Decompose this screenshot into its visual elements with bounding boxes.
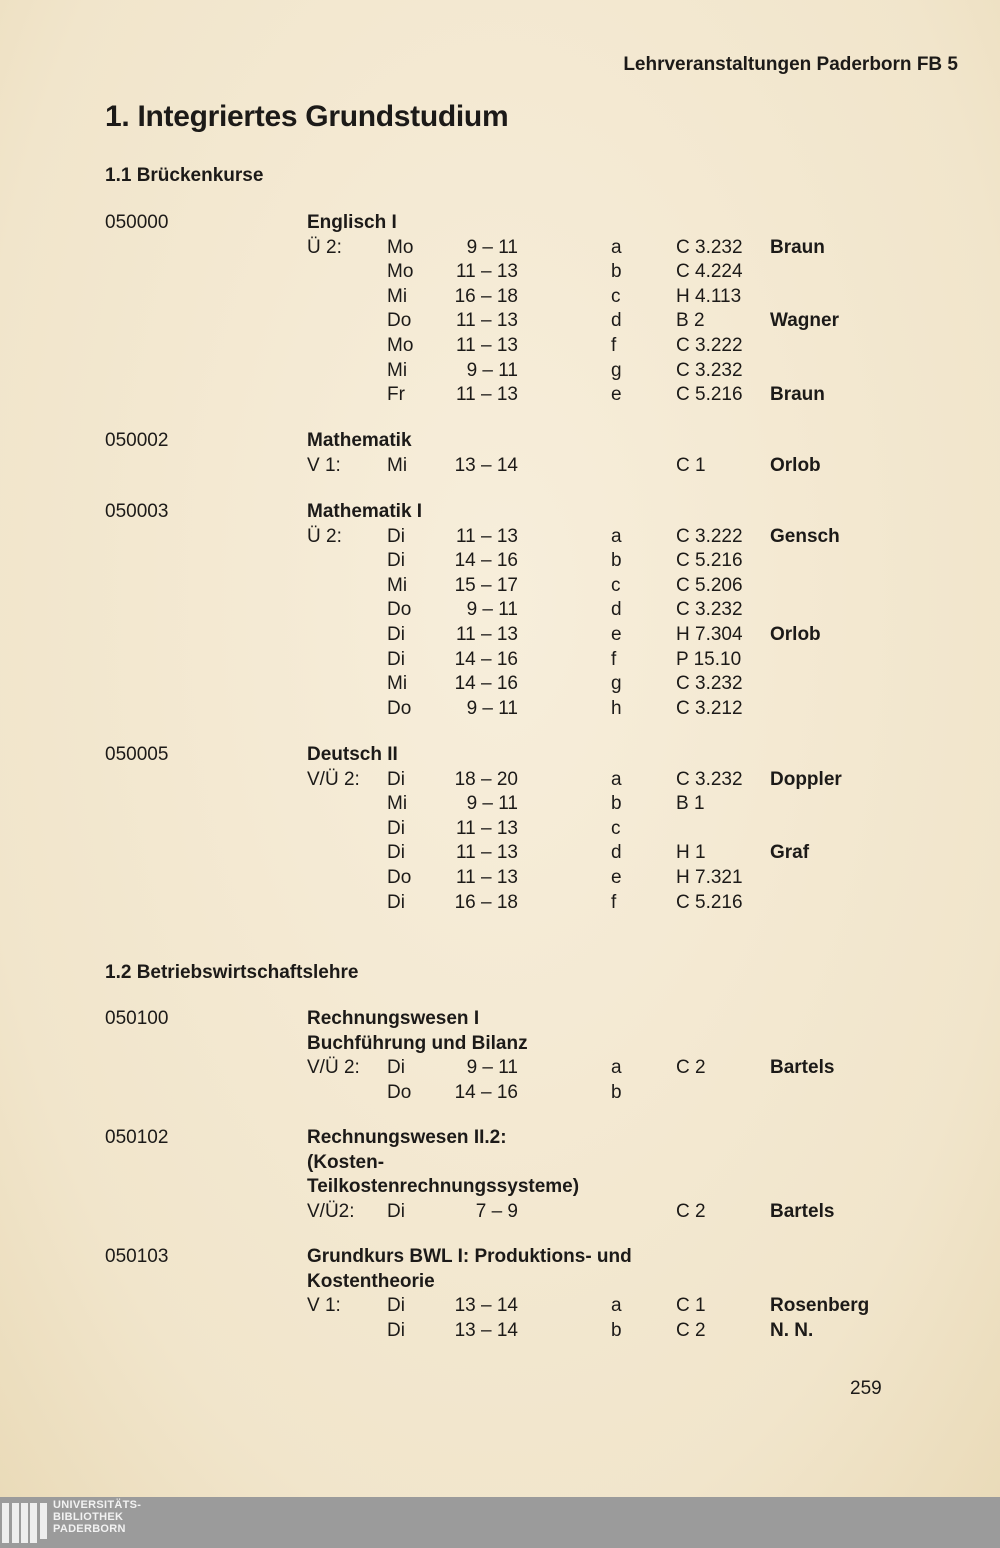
group: b xyxy=(611,261,622,283)
time-slot: 13 – 14 xyxy=(454,1319,518,1341)
course-title: Rechnungswesen II.2: xyxy=(307,1127,507,1148)
weekday: Di xyxy=(387,1319,405,1341)
lecturer: Gensch xyxy=(770,525,840,547)
schedule-row xyxy=(0,891,1000,916)
schedule-row xyxy=(0,866,1000,891)
course-number: 050000 xyxy=(105,212,169,233)
course-type: V/Ü2: xyxy=(307,1200,355,1222)
course-type: V 1: xyxy=(307,454,341,476)
course-title: Kostentheorie xyxy=(307,1270,435,1292)
course-title: Deutsch II xyxy=(307,744,398,765)
weekday: Do xyxy=(387,1081,412,1103)
logo-line: BIBLIOTHEK xyxy=(53,1511,124,1523)
group: b xyxy=(611,550,622,572)
time-slot: 14 – 16 xyxy=(454,673,518,695)
time-slot: 13 – 14 xyxy=(454,454,518,476)
lecturer: Bartels xyxy=(770,1200,835,1222)
room: C 3.212 xyxy=(676,697,743,719)
schedule-row xyxy=(0,1319,1000,1344)
group: c xyxy=(611,574,621,596)
time-slot: 11 – 13 xyxy=(456,525,518,547)
lecturer: Doppler xyxy=(770,768,842,790)
time-slot: 9 – 11 xyxy=(466,236,518,258)
room: H 4.113 xyxy=(676,285,742,307)
time-slot: 11 – 13 xyxy=(456,261,518,283)
course-entry xyxy=(0,500,1000,721)
weekday: Di xyxy=(387,525,405,547)
group: f xyxy=(611,891,617,913)
group: h xyxy=(611,697,622,719)
schedule-row xyxy=(0,309,1000,334)
schedule-row xyxy=(0,598,1000,623)
time-slot: 11 – 13 xyxy=(456,866,518,888)
room: C 2 xyxy=(676,1200,706,1222)
time-slot: 11 – 13 xyxy=(456,384,518,406)
schedule-row xyxy=(0,260,1000,285)
weekday: Do xyxy=(387,866,412,888)
weekday: Di xyxy=(387,817,405,839)
room: C 3.232 xyxy=(676,599,743,621)
room: C 4.224 xyxy=(676,261,743,283)
weekday: Do xyxy=(387,599,412,621)
schedule-row xyxy=(0,1294,1000,1319)
course-type: V 1: xyxy=(307,1295,341,1317)
course-title-line xyxy=(0,1007,1000,1032)
schedule-row xyxy=(0,383,1000,408)
lecturer: Braun xyxy=(770,384,825,406)
time-slot: 14 – 16 xyxy=(454,648,518,670)
weekday: Fr xyxy=(387,384,405,406)
course-title-line xyxy=(0,1175,1000,1200)
group: a xyxy=(611,768,622,790)
group: c xyxy=(611,817,621,839)
room: C 5.216 xyxy=(676,384,743,406)
lecturer: Braun xyxy=(770,236,825,258)
schedule-row xyxy=(0,549,1000,574)
course-number: 050102 xyxy=(105,1127,169,1148)
lecturer: Rosenberg xyxy=(770,1295,870,1317)
room: C 3.232 xyxy=(676,236,743,258)
weekday: Mo xyxy=(387,236,414,258)
group: e xyxy=(611,866,622,888)
course-entry xyxy=(0,743,1000,915)
weekday: Mi xyxy=(387,793,408,815)
schedule-row xyxy=(0,1056,1000,1081)
course-title: Englisch I xyxy=(307,212,397,233)
weekday: Di xyxy=(387,768,405,790)
weekday: Mi xyxy=(387,673,408,695)
chapter-title: 1. Integriertes Grundstudium xyxy=(105,100,509,133)
course-number: 050103 xyxy=(105,1246,169,1267)
group: a xyxy=(611,1057,622,1079)
lecturer: Orlob xyxy=(770,454,821,476)
weekday: Do xyxy=(387,697,412,719)
schedule-row xyxy=(0,792,1000,817)
group: e xyxy=(611,384,622,406)
course-type: V/Ü 2: xyxy=(307,768,360,790)
time-slot: 14 – 16 xyxy=(454,550,518,572)
course-title: Buchführung und Bilanz xyxy=(307,1032,528,1054)
course-title-line xyxy=(0,1270,1000,1295)
group: b xyxy=(611,1319,622,1341)
time-slot: 11 – 13 xyxy=(456,334,518,356)
weekday: Mo xyxy=(387,261,414,283)
footer-bar xyxy=(0,1497,1000,1548)
library-logo-text xyxy=(53,1499,141,1535)
room: P 15.10 xyxy=(676,648,742,670)
group: d xyxy=(611,842,622,864)
time-slot: 9 – 11 xyxy=(466,697,518,719)
course-type: Ü 2: xyxy=(307,236,342,258)
weekday: Di xyxy=(387,1057,405,1079)
page-number: 259 xyxy=(850,1378,882,1399)
group: a xyxy=(611,236,622,258)
weekday: Do xyxy=(387,310,412,332)
lecturer: Graf xyxy=(770,842,810,864)
time-slot: 16 – 18 xyxy=(454,891,518,913)
running-head: Lehrveranstaltungen Paderborn FB 5 xyxy=(623,54,958,75)
schedule-row xyxy=(0,359,1000,384)
group: a xyxy=(611,525,622,547)
course-title: (Kosten- xyxy=(307,1151,385,1173)
group: a xyxy=(611,1295,622,1317)
weekday: Mi xyxy=(387,285,408,307)
group: b xyxy=(611,1081,622,1103)
time-slot: 18 – 20 xyxy=(454,768,518,790)
schedule-row xyxy=(0,285,1000,310)
time-slot: 7 – 9 xyxy=(475,1200,518,1222)
course-title-line xyxy=(0,743,1000,768)
group: c xyxy=(611,285,621,307)
schedule-row xyxy=(0,525,1000,550)
course-title-line xyxy=(0,211,1000,236)
room: C 2 xyxy=(676,1057,706,1079)
time-slot: 11 – 13 xyxy=(456,623,518,645)
room: C 5.216 xyxy=(676,891,743,913)
schedule-row xyxy=(0,334,1000,359)
room: B 1 xyxy=(676,793,705,815)
room: C 5.216 xyxy=(676,550,743,572)
room: C 2 xyxy=(676,1319,706,1341)
weekday: Di xyxy=(387,842,405,864)
time-slot: 11 – 13 xyxy=(456,817,518,839)
course-title: Mathematik I xyxy=(307,501,423,522)
course-type: Ü 2: xyxy=(307,525,342,547)
weekday: Mo xyxy=(387,334,414,356)
schedule-row xyxy=(0,648,1000,673)
group: g xyxy=(611,359,622,381)
logo-line: PADERBORN xyxy=(53,1523,126,1535)
course-title-line xyxy=(0,429,1000,454)
section-heading-brueckenkurse: 1.1 Brückenkurse xyxy=(105,165,264,186)
schedule-row xyxy=(0,1081,1000,1106)
room: H 7.304 xyxy=(676,623,743,645)
course-entry xyxy=(0,211,1000,408)
schedule-row xyxy=(0,454,1000,479)
group: b xyxy=(611,793,622,815)
lecturer: Orlob xyxy=(770,623,821,645)
time-slot: 13 – 14 xyxy=(454,1295,518,1317)
course-title: Rechnungswesen I xyxy=(307,1008,480,1029)
schedule-row xyxy=(0,623,1000,648)
course-title-line xyxy=(0,500,1000,525)
logo-line: UNIVERSITÄTS- xyxy=(53,1499,142,1511)
weekday: Mi xyxy=(387,359,408,381)
weekday: Di xyxy=(387,1200,405,1222)
weekday: Di xyxy=(387,1295,405,1317)
group: e xyxy=(611,623,622,645)
schedule-row xyxy=(0,817,1000,842)
section-heading-bwl: 1.2 Betriebswirtschaftslehre xyxy=(105,962,359,983)
course-entry xyxy=(0,1245,1000,1343)
course-title-line xyxy=(0,1126,1000,1151)
course-title: Teilkostenrechnungssysteme) xyxy=(307,1176,580,1198)
lecturer: Wagner xyxy=(770,310,839,332)
course-title-line xyxy=(0,1245,1000,1270)
lecturer: N. N. xyxy=(770,1319,814,1341)
time-slot: 9 – 11 xyxy=(466,793,518,815)
course-number: 050005 xyxy=(105,744,169,765)
time-slot: 11 – 13 xyxy=(456,310,518,332)
schedule-row xyxy=(0,1200,1000,1225)
schedule-row xyxy=(0,697,1000,722)
room: C 1 xyxy=(676,1295,706,1317)
room: C 3.232 xyxy=(676,359,743,381)
course-title-line xyxy=(0,1032,1000,1057)
time-slot: 11 – 13 xyxy=(456,842,518,864)
room: C 3.222 xyxy=(676,525,743,547)
room: C 3.222 xyxy=(676,334,743,356)
room: C 5.206 xyxy=(676,574,743,596)
schedule-row xyxy=(0,672,1000,697)
weekday: Mi xyxy=(387,574,408,596)
time-slot: 16 – 18 xyxy=(454,285,518,307)
group: f xyxy=(611,648,617,670)
course-title-line xyxy=(0,1151,1000,1176)
group: d xyxy=(611,599,622,621)
room: C 1 xyxy=(676,454,706,476)
course-number: 050002 xyxy=(105,430,169,451)
room: C 3.232 xyxy=(676,768,743,790)
schedule-row xyxy=(0,841,1000,866)
time-slot: 9 – 11 xyxy=(466,1057,518,1079)
time-slot: 9 – 11 xyxy=(466,599,518,621)
course-number: 050100 xyxy=(105,1008,169,1029)
room: H 7.321 xyxy=(676,866,743,888)
group: f xyxy=(611,334,617,356)
weekday: Di xyxy=(387,648,405,670)
room: H 1 xyxy=(676,842,706,864)
course-number: 050003 xyxy=(105,501,169,522)
schedule-row xyxy=(0,768,1000,793)
lecturer: Bartels xyxy=(770,1057,835,1079)
time-slot: 9 – 11 xyxy=(466,359,518,381)
course-title: Grundkurs BWL I: Produktions- und xyxy=(307,1246,632,1267)
time-slot: 14 – 16 xyxy=(454,1081,518,1103)
group: d xyxy=(611,310,622,332)
course-title: Mathematik xyxy=(307,430,412,451)
course-entry xyxy=(0,1007,1000,1105)
weekday: Di xyxy=(387,550,405,572)
weekday: Di xyxy=(387,623,405,645)
course-entry xyxy=(0,429,1000,478)
schedule-row xyxy=(0,574,1000,599)
course-entry xyxy=(0,1126,1000,1224)
time-slot: 15 – 17 xyxy=(454,574,518,596)
course-type: V/Ü 2: xyxy=(307,1057,360,1079)
weekday: Di xyxy=(387,891,405,913)
group: g xyxy=(611,673,622,695)
room: C 3.232 xyxy=(676,673,743,695)
room: B 2 xyxy=(676,310,705,332)
schedule-row xyxy=(0,236,1000,261)
weekday: Mi xyxy=(387,454,408,476)
